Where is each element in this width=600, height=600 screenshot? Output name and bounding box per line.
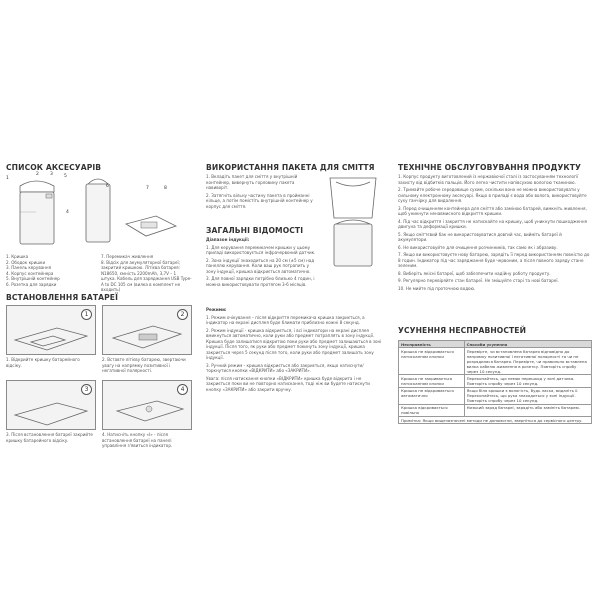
battery-step-1-image [6,305,96,355]
column-header: Несправність [399,341,465,348]
problem-cell: Кришка не закривається натисканням кнопки [399,375,465,387]
callout-7: 7 [146,186,149,191]
accessories-column [6,0,192,600]
maintenance-item: 4. Під час відкриття і закриття не натискайте на кришку, щоб уникнути пошкодження двигуна та деформації кришки. [398,218,587,229]
callout-4: 4 [66,210,69,215]
callout-5: 5 [64,174,67,179]
maintenance-item: 10. Не мийте під проточною водою. [398,285,476,291]
general-info [206,237,316,289]
accessories-list-right [101,254,192,293]
attention-note: Увага: після натискання кнопки «ВІДКРИТИ» кришка буде відкрита і не закриється поки ви не повторно натискання, тоді ніж ви будете натиснути кнопку «ЗАКРИТИ» або закрити вручну. [206,375,370,392]
column-header: Способи усунення [464,341,591,348]
battery-step-4-image [102,380,192,430]
troubleshooting-title: УСУНЕННЯ НЕСПРАВНОСТЕЙ [398,326,527,335]
step-number: 4 [177,384,188,395]
accessory-item: 7. Перемикач живлення [101,254,154,259]
problem-cell: Кришка не відкривається натисканням кнопки [399,348,465,375]
battery-step-3-image [6,380,96,430]
maintenance-item: 6. Не використовуйте для очищення розчинників, так само як і абразиву. [398,244,558,250]
troubleshooting-table [398,340,592,424]
maintenance-item: 8. Виберіть якісні батареї, щоб забезпечити надійну роботу продукту. [398,270,551,276]
solution-cell: Перевірте, чи встановлена батарея відповідно до напрямку позитивної і негативної полярності та чи не розрядилася батарея. Перевірте, чи правильно вставлена вилка кабелю живлення в розетку. Повторіть спробу через 10 секунд. [464,348,591,375]
accessory-item: 6. Розетка для зарядки [6,281,57,287]
table-row [399,387,592,404]
step-number: 2 [177,309,188,320]
maintenance-list [398,174,592,293]
battery-step-3-text: 3. Після встановлення батареї закрийте кришку батарейного відсіку. [6,432,93,443]
battery-title: ВСТАНОВЛЕННЯ БАТАРЕЇ [6,293,119,302]
solution-cell: Переконайтесь, що немає перешкод у зоні датчика. Повторіть спробу через 10 секунд. [464,375,591,387]
problem-cell: Кришка відкривається повільно [399,404,465,416]
general-para: 3. Для повної зарядки потрібно близько 4 годин, і можна використовувати протягом 3-6 місяців. [206,276,315,287]
modes-title: Режими: [206,307,227,312]
accessory-item: 5. Внутрішній контейнер [6,276,60,281]
bag-instructions [206,174,316,211]
table-note: Примітка: Якщо вищезазначені методи не допомогли, зверніться до сервісного центру. [399,416,592,423]
table-row [399,348,592,375]
accessories-title: СПИСОК АКСЕСУАРІВ [6,163,102,172]
general-title: ЗАГАЛЬНІ ВІДОМОСТІ [206,226,304,235]
callout-6: 6 [106,184,109,189]
maintenance-item: 2. Тримайте робоче середовище сухим, оскільки воно не можна використовувати у сильному електронному аксесуарі. Якщо в приладі є вода або волога, використовуйте суху ганчірку для видалення. [398,187,587,203]
callout-2: 2 [36,172,39,177]
bag-illustration [324,172,382,268]
accessories-list [6,254,192,293]
battery-step-2-image [102,305,192,355]
battery-step-2-text: 2. Вставте літієву батарею, звертаючи увагу на напрямку позитивної і негативної полярності. [102,357,186,373]
usage-column [206,0,382,600]
accessory-item: 1. Кришка [6,254,29,259]
step-number: 3 [81,384,92,395]
callout-1: 1 [6,176,9,181]
accessory-item: 4. Корпус контейнера [6,270,54,276]
step-number: 1 [81,309,92,320]
table-row [399,375,592,387]
maintenance-item: 7. Якщо ви використовуєте нову батарею, зарядіть її перед використанням повністю до 8 годин. Індикатор під час заряджання буде червоним, а після повного заряду стане зеленим. [398,252,590,268]
maintenance-title: ТЕХНІЧНЕ ОБСЛУГОВУВАННЯ ПРОДУКТУ [398,163,581,172]
table-header-row [399,341,592,348]
accessories-illustration [6,172,192,250]
bag-title: ВИКОРИСТАННЯ ПАКЕТА ДЛЯ СМІТТЯ [206,163,375,172]
general-para: 2. Зона індукції знаходиться на 20 см (±5 см) над панеллю керування. Коли ваш рук потрапить у зону індукції, кришка відкриється автоматично. [206,257,315,274]
accessory-item: 3. Панель керування [6,265,52,270]
accessory-item: 2. Ободок кришки [6,259,46,265]
accessory-item: 8. Відсік для акумуляторної батареї; закритий кришкою. Літієва батарея: N18650, ємність 2200mAh, 3,7V – 1 штука. Кабель для заряджання USB Type-A to DC 105 см (вилка в комплект не входить) [101,259,192,292]
accessories-list-left [6,254,97,293]
maintenance-item: 9. Регулярно перевіряйте стан батареї. Не змішуйте старі та нові батареї. [398,278,559,283]
maintenance-column [398,0,592,600]
mode-item: 1. Режим очікування – після відкриття перемикача кришка закриється, а індикатор на екрані дисплея буде блимати приблизно кожні 8 секунд. [206,314,365,325]
table-row [399,404,592,416]
problem-cell: Кришка не відкривається автоматично [399,387,465,404]
induction-subtitle: Діапазон індукції: [206,237,250,242]
general-para: 1. Для керування перемикачем кришки у цьому приладі використовується інфрачервоний датчик. [206,244,316,255]
maintenance-item: 3. Перед очищенням контейнера для сміття або заміною батарей, вимкніть живлення, щоб уникнути ненавмисного відкриття кришки. [398,205,587,216]
mode-item: 3. Ручний режим - кришка відкриється або закриється, якщо натиснути/торкнутися кнопки «ВІДКРИТИ» або «ЗАКРИТИ». [206,362,364,373]
callout-8: 8 [164,186,167,191]
callout-3: 3 [50,172,53,177]
mode-item: 2. Режим індукції - кришка відкриється, і всі індикатори на екрані дисплея вмикнуться автоматично, коли руки або предмет потраплять в зону індукції. Кришка буде залишатися відкритою поки руки або предмет залишаються в зоні індукції. Після того, як руки або предмет покинуть зону індукції, кришка закриється через 5 секунд після того, коли руки або предмет залишать зону індукції. [206,327,382,360]
maintenance-item: 5. Якщо сміттєвий бак не використовуватися довгий час, вийміть батареї й акумулятори. [398,231,562,242]
modes-section [206,307,382,394]
battery-step-1-text: 1. Відкрийте кришку батарейного відсіку. [6,357,80,368]
bag-step: 2. Затягніть вільну частину пакета в пройманні кільце, а потім помістіть внутрішній контейнер у корпус для сміття. [206,192,313,209]
solution-cell: Низький заряд батареї, зарядіть або замініть батарею. [464,404,591,416]
battery-step-4-text: 4. Натисніть кнопку «I» - після встановлення батареї на панелі управління з'явиться індикатор. [102,432,173,448]
maintenance-item: 1. Корпус продукту виготовлений із нержавіючої сталі із застосуванням технології захисту від відбитків пальців. Його легко чистити напівсухою вологою тканиною. [398,174,579,185]
solution-cell: Якщо біля кришки є вологість, будь ласка, видаліть її. Переконайтесь, що рука знаходиться у зоні індукції. Повторіть спробу через 10 секунд. [464,387,591,404]
table-row [399,416,592,423]
bag-step: 1. Вкладіть пакет для сміття у внутрішній контейнер, вивернуть горловину пакета навиворіт. [206,174,298,190]
